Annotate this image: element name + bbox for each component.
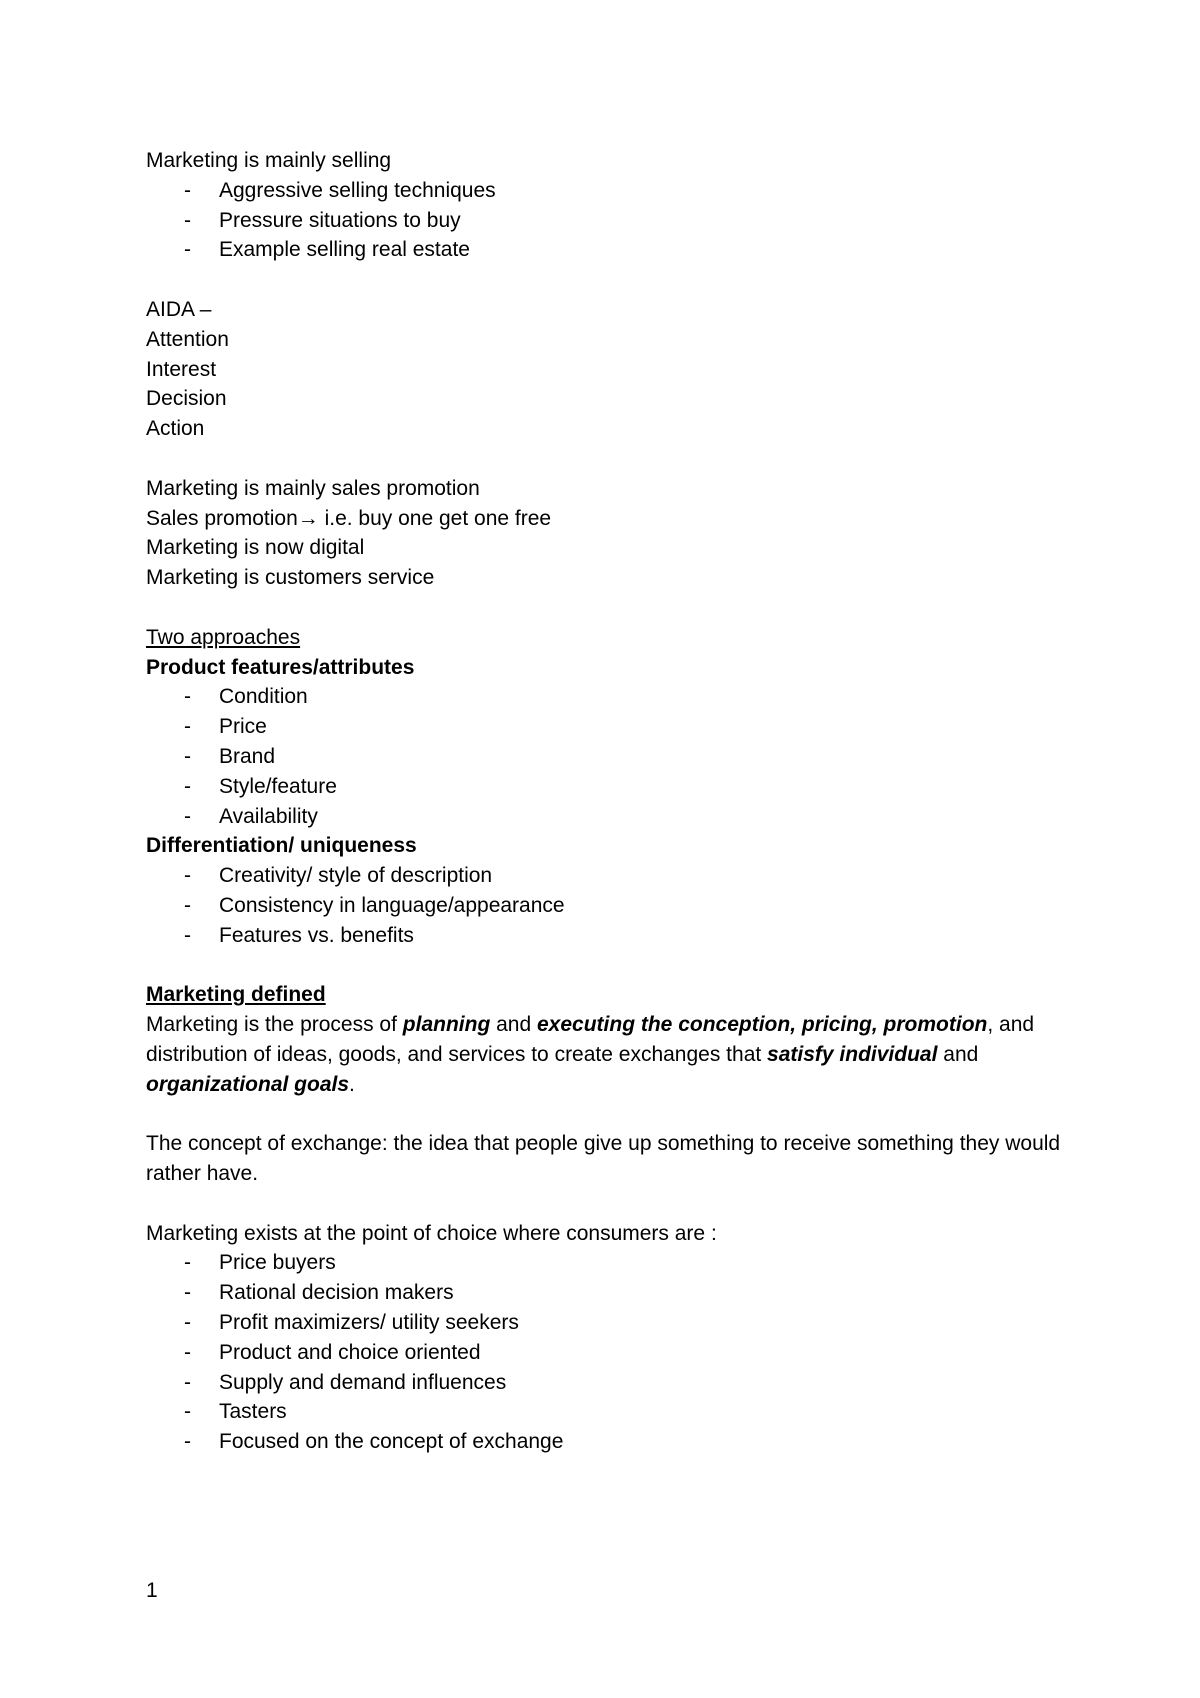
- list-item: - Profit maximizers/ utility seekers: [146, 1308, 1066, 1338]
- choice-intro: Marketing exists at the point of choice where consumers are :: [146, 1221, 717, 1245]
- bullet-dash: -: [184, 923, 191, 947]
- list-item: - Tasters: [146, 1397, 1066, 1427]
- bullet-dash: -: [184, 715, 191, 739]
- list-item: - Price buyers: [146, 1248, 1066, 1278]
- bullet-dash: -: [184, 744, 191, 768]
- list-item: - Creativity/ style of description: [146, 861, 1066, 891]
- aida-item: Interest: [146, 357, 217, 381]
- list-item: - Example selling real estate: [146, 235, 1066, 265]
- bullet-dash: -: [184, 1340, 191, 1364]
- list-item: - Brand: [146, 742, 1066, 772]
- list-item: - Availability: [146, 802, 1066, 832]
- bullet-dash: -: [184, 685, 191, 709]
- aida-title: AIDA –: [146, 297, 212, 321]
- list-item: - Aggressive selling techniques: [146, 176, 1066, 206]
- exchange-paragraph: The concept of exchange: the idea that people give up something to receive something they would rather have.: [146, 1132, 1061, 1186]
- list-item: - Product and choice oriented: [146, 1338, 1066, 1368]
- spacer: [146, 265, 1066, 295]
- bullet-dash: -: [184, 1251, 191, 1275]
- bullet-dash: -: [184, 1370, 191, 1394]
- bullet-dash: -: [184, 804, 191, 828]
- definition-title: Marketing defined: [146, 983, 326, 1007]
- aida-item: Attention: [146, 327, 229, 351]
- page-content: [146, 146, 1066, 1457]
- list-item: - Consistency in language/appearance: [146, 891, 1066, 921]
- bullet-dash: -: [184, 1281, 191, 1305]
- spacer: [146, 593, 1066, 623]
- spacer: [146, 1189, 1066, 1219]
- list-item: - Rational decision makers: [146, 1278, 1066, 1308]
- definition-paragraph: Marketing is the process of planning and executing the conception, pricing, promotion, and distribution of ideas, goods, and services to create exchanges that satisfy individual and organizational goals.: [146, 1013, 1035, 1096]
- statement-customer-service: Marketing is customers service: [146, 566, 435, 590]
- statement-sales-example: Sales promotion→ i.e. buy one get one free: [146, 506, 552, 530]
- statement-sales-promotion: Marketing is mainly sales promotion: [146, 476, 480, 500]
- approaches-title: Two approaches: [146, 625, 301, 649]
- bullet-dash: -: [184, 864, 191, 888]
- differentiation-heading: Differentiation/ uniqueness: [146, 834, 417, 858]
- arrow-icon: →: [297, 506, 319, 530]
- bullet-dash: -: [184, 1400, 191, 1424]
- bullet-dash: -: [184, 774, 191, 798]
- list-item: - Pressure situations to buy: [146, 206, 1066, 236]
- bullet-dash: -: [184, 893, 191, 917]
- bullet-dash: -: [184, 1430, 191, 1454]
- spacer: [146, 1100, 1066, 1130]
- section-heading-selling: Marketing is mainly selling: [146, 149, 392, 172]
- list-item: - Style/feature: [146, 772, 1066, 802]
- bullet-dash: -: [184, 208, 191, 232]
- list-item: - Supply and demand influences: [146, 1368, 1066, 1398]
- list-item: - Features vs. benefits: [146, 921, 1066, 951]
- list-item: - Focused on the concept of exchange: [146, 1427, 1066, 1457]
- aida-item: Action: [146, 417, 205, 441]
- statement-digital: Marketing is now digital: [146, 536, 365, 560]
- spacer: [146, 951, 1066, 981]
- spacer: [146, 444, 1066, 474]
- bullet-dash: -: [184, 238, 191, 262]
- list-item: - Price: [146, 712, 1066, 742]
- bullet-dash: -: [184, 1311, 191, 1335]
- list-item: - Condition: [146, 682, 1066, 712]
- aida-item: Decision: [146, 387, 227, 411]
- bullet-dash: -: [184, 178, 191, 202]
- page-number: 1: [146, 1579, 158, 1602]
- product-features-heading: Product features/attributes: [146, 655, 415, 679]
